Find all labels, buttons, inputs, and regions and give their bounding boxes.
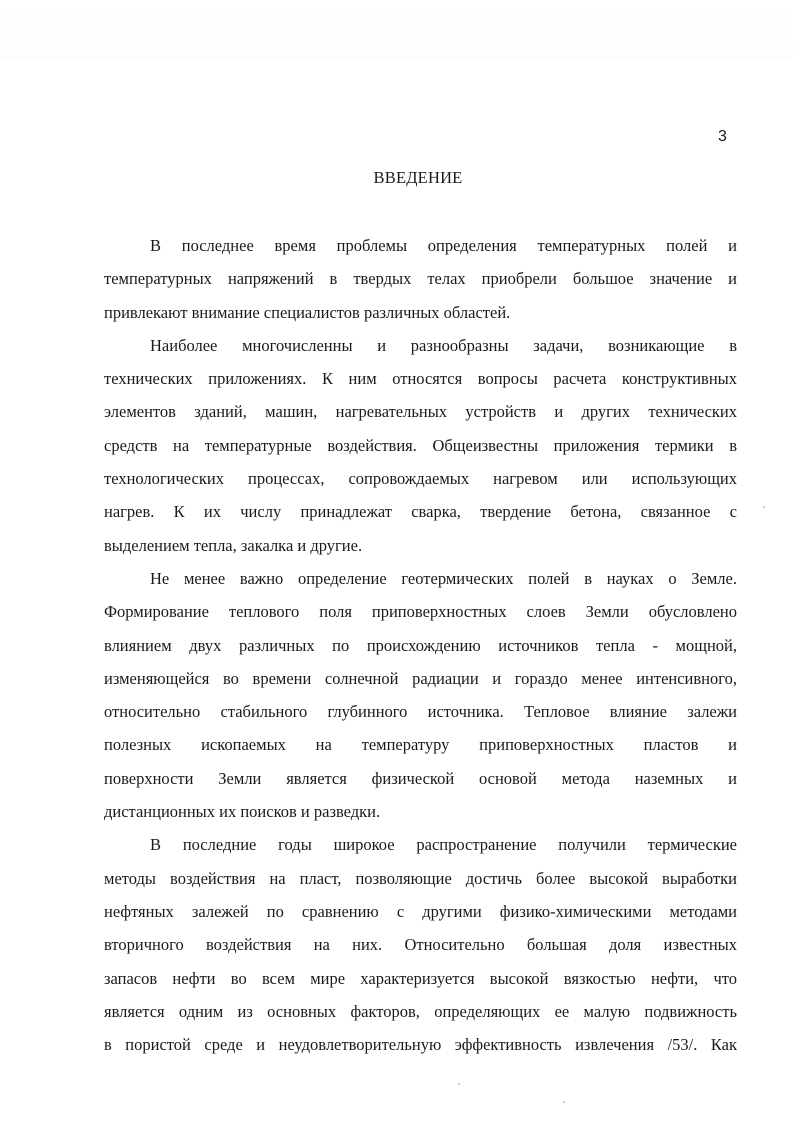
text-line: нефтяных залежей по сравнению с другими физико-химическими методами [104,901,737,921]
body-text [104,229,737,1061]
text-line: вторичного воздействия на них. Относительно большая доля известных [104,935,737,955]
page-title: ВВЕДЕНИЕ [373,168,463,187]
page-number: 3 [718,128,727,145]
text-line: Не менее важно определение геотермических полей в науках о Земле. [150,568,737,588]
text-line: средств на температурные воздействия. Общеизвестны приложения термики в [104,435,737,455]
text-line: В последние годы широкое распространение получили термические [150,835,737,855]
paragraph-2 [104,329,737,562]
text-line: является одним из основных факторов, определяющих ее малую подвижность [104,1001,737,1021]
text-line: В последнее время проблемы определения температурных полей и [150,236,737,255]
text-line: Наиболее многочисленны и разнообразны задачи, возникающие в [150,335,737,355]
paragraph-4 [104,828,737,1061]
text-line: в пористой среде и неудовлетворительную эффективность извлечения /53/. Как [104,1035,737,1055]
scan-speck [563,1101,565,1103]
text-line: выделением тепла, закалка и другие. [104,535,363,555]
text-line: привлекают внимание специалистов различных областей. [104,302,511,322]
text-line: технических приложениях. К ним относятся вопросы расчета конструктивных [104,369,737,389]
scan-speck [458,1083,460,1085]
text-line: Формирование теплового поля приповерхностных слоев Земли обусловлено [104,602,737,622]
text-line: температурных напряжений в твердых телах приобрели большое значение и [104,269,737,289]
text-line: методы воздействия на пласт, позволяющие достичь более высокой выработки [104,868,737,888]
scan-speck [763,506,765,508]
text-line: изменяющейся во времени солнечной радиации и гораздо менее интенсивного, [104,668,737,688]
text-line: запасов нефти во всем мире характеризуется высокой вязкостью нефти, что [104,968,737,988]
text-line: элементов зданий, машин, нагревательных устройств и других технических [104,402,737,422]
text-line: нагрев. К их числу принадлежат сварка, твердение бетона, связанное с [104,502,737,522]
text-line: поверхности Земли является физической основой метода наземных и [104,768,737,788]
text-line: влиянием двух различных по происхождению источников тепла - мощной, [104,635,737,655]
text-line: относительно стабильного глубинного источника. Тепловое влияние залежи [104,702,737,722]
text-line: технологических процессах, сопровождаемых нагревом или использующих [104,469,737,489]
scan-background [0,0,793,60]
text-line: полезных ископаемых на температуру приповерхностных пластов и [104,735,737,755]
text-line: дистанционных их поисков и разведки. [104,802,381,822]
paragraph-1 [104,229,737,329]
paragraph-3 [104,562,737,828]
